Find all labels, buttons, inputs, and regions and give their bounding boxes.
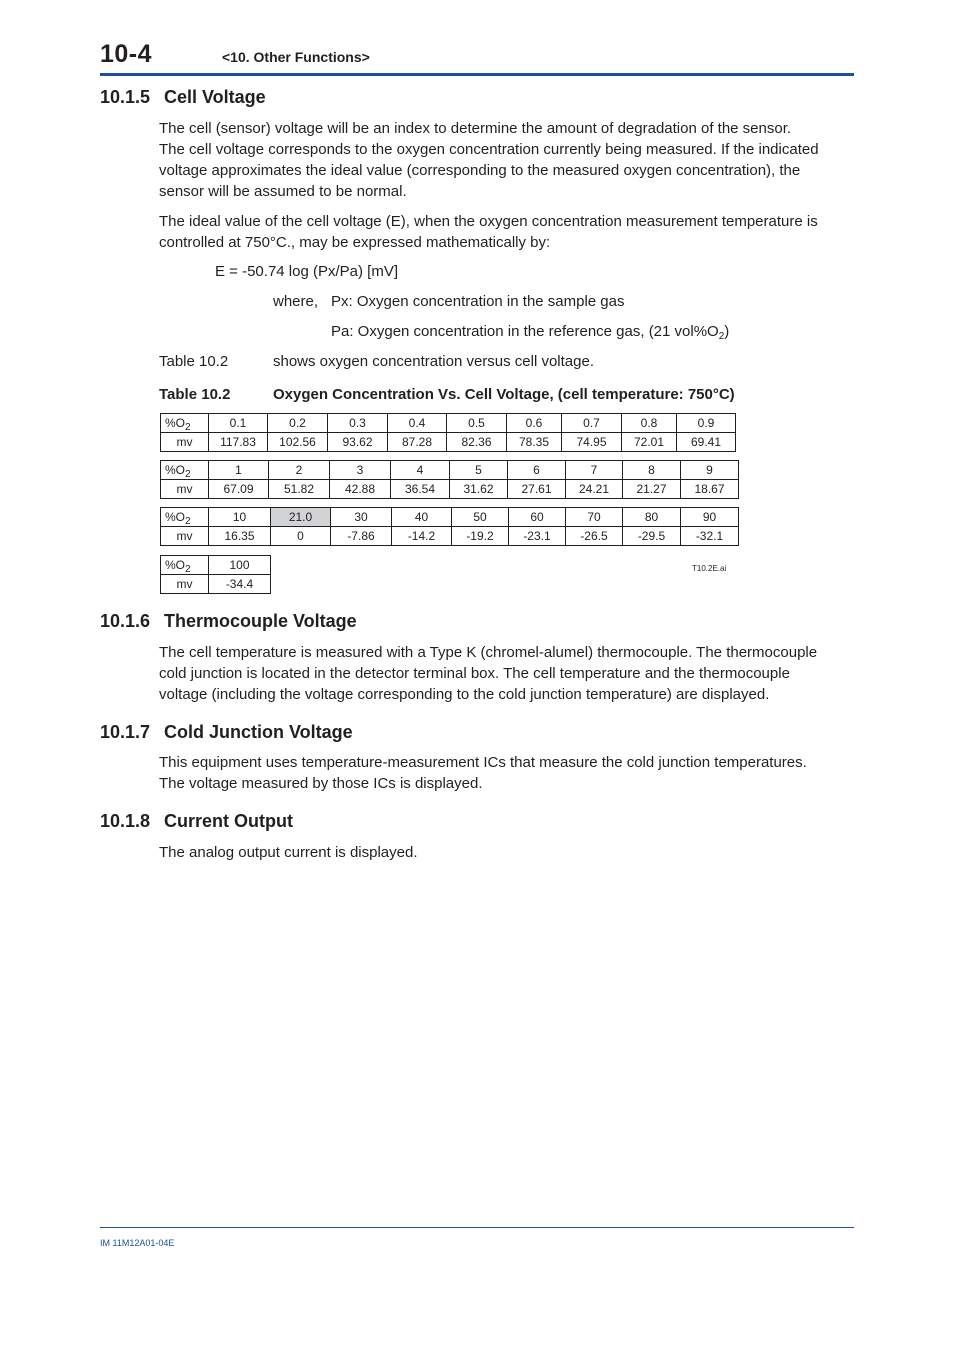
- where-label: where,: [273, 293, 319, 310]
- px-definition: Px: Oxygen concentration in the sample gas: [331, 293, 625, 310]
- row-header-mv: mv: [161, 527, 209, 546]
- table-cell: 72.01: [622, 433, 677, 452]
- table-cell: 0.1: [209, 414, 268, 433]
- paragraph-line: controlled at 750°C., may be expressed mathematically by:: [159, 234, 551, 251]
- row-header-mv: mv: [161, 480, 209, 499]
- paragraph-line: The cell temperature is measured with a Type K (chromel-alumel) thermocouple. The thermocouple: [159, 644, 818, 661]
- table-cell: -14.2: [392, 527, 452, 546]
- table-row-o2: [161, 414, 736, 433]
- section-heading-current-output: [100, 811, 293, 832]
- table-cell: 0.4: [388, 414, 447, 433]
- table-cell: 0: [271, 527, 331, 546]
- pa-definition-close: ): [724, 323, 730, 340]
- table-row-mv: [161, 527, 739, 546]
- table-cell: 0.9: [677, 414, 736, 433]
- o2-table-block-2: [160, 460, 739, 499]
- table-row-o2: [161, 461, 739, 480]
- table-cell: 87.28: [388, 433, 447, 452]
- table-cell: 36.54: [391, 480, 450, 499]
- section-number: 10.1.6: [100, 611, 151, 631]
- section-number: 10.1.5: [100, 87, 151, 107]
- section-title: Current Output: [164, 811, 293, 831]
- table-row-mv: [161, 433, 736, 452]
- table-cell: 2: [269, 461, 330, 480]
- table-row-mv: [161, 575, 271, 594]
- table-cell: 5: [450, 461, 508, 480]
- table-reference-text: shows oxygen concentration versus cell voltage.: [273, 353, 595, 370]
- table-cell: 82.36: [447, 433, 507, 452]
- table-cell: 93.62: [328, 433, 388, 452]
- section-number: 10.1.7: [100, 722, 151, 742]
- table-cell: -29.5: [623, 527, 681, 546]
- cell-voltage-formula: E = -50.74 log (Px/Pa) [mV]: [215, 263, 398, 280]
- paragraph-line: The analog output current is displayed.: [159, 844, 418, 861]
- row-header-mv: mv: [161, 433, 209, 452]
- table-cell: 4: [391, 461, 450, 480]
- row-header-o2: $\%O_2$: [161, 556, 209, 575]
- table-cell: -19.2: [452, 527, 509, 546]
- table-cell: -32.1: [681, 527, 739, 546]
- table-cell: 80: [623, 508, 681, 527]
- footer-rule: [100, 1227, 854, 1228]
- table-cell: 27.61: [508, 480, 566, 499]
- section-title: Cold Junction Voltage: [164, 722, 353, 742]
- row-header-o2: $\%O_2$: [161, 508, 209, 527]
- table-cell: 24.21: [566, 480, 623, 499]
- table-cell: 78.35: [507, 433, 562, 452]
- table-cell: 31.62: [450, 480, 508, 499]
- table-cell: 0.3: [328, 414, 388, 433]
- paragraph-line: sensor will be assumed to be normal.: [159, 183, 407, 200]
- o2-table-block-4: [160, 555, 271, 594]
- table-cell: 60: [509, 508, 566, 527]
- table-cell: 42.88: [330, 480, 391, 499]
- table-cell: 21.27: [623, 480, 681, 499]
- table-cell: 50: [452, 508, 509, 527]
- header-rule: [100, 73, 854, 76]
- table-title: Oxygen Concentration Vs. Cell Voltage, (cell temperature: 750°C): [273, 386, 735, 403]
- pa-definition: [331, 321, 729, 342]
- table-cell: 0.7: [562, 414, 622, 433]
- document-id: IM 11M12A01-04E: [100, 1238, 175, 1248]
- table-cell-highlighted: 21.0: [271, 508, 331, 527]
- section-title: Cell Voltage: [164, 87, 266, 107]
- table-cell: -34.4: [209, 575, 271, 594]
- table-cell: 74.95: [562, 433, 622, 452]
- table-cell: 0.8: [622, 414, 677, 433]
- section-title: Thermocouple Voltage: [164, 611, 357, 631]
- pa-definition-text: Pa: Oxygen concentration in the reference gas, (21 vol%O: [331, 323, 719, 340]
- table-cell: 90: [681, 508, 739, 527]
- table-row-mv: [161, 480, 739, 499]
- table-cell: 0.5: [447, 414, 507, 433]
- table-cell: 10: [209, 508, 271, 527]
- chapter-title: <10. Other Functions>: [222, 49, 370, 65]
- table-cell: 67.09: [209, 480, 269, 499]
- paragraph-line: The voltage measured by those ICs is displayed.: [159, 775, 483, 792]
- row-header-mv: mv: [161, 575, 209, 594]
- table-cell: 0.2: [268, 414, 328, 433]
- table-cell: 0.6: [507, 414, 562, 433]
- table-cell: 9: [681, 461, 739, 480]
- table-cell: 7: [566, 461, 623, 480]
- section-heading-cell-voltage: [100, 87, 266, 108]
- table-cell: 40: [392, 508, 452, 527]
- section-heading-thermocouple-voltage: [100, 611, 357, 632]
- table-cell: 102.56: [268, 433, 328, 452]
- paragraph-line: This equipment uses temperature-measurement ICs that measure the cold junction temperatures.: [159, 754, 807, 771]
- table-row-o2: [161, 508, 739, 527]
- table-cell: 100: [209, 556, 271, 575]
- page-number: 10-4: [100, 40, 153, 68]
- table-cell: 51.82: [269, 480, 330, 499]
- table-cell: 117.83: [209, 433, 268, 452]
- table-cell: 8: [623, 461, 681, 480]
- section-heading-cold-junction-voltage: [100, 722, 353, 743]
- table-cell: -26.5: [566, 527, 623, 546]
- pa-definition-subscript: 2: [718, 331, 725, 342]
- paragraph-line: The cell voltage corresponds to the oxygen concentration currently being measured. If the indicated: [159, 141, 819, 158]
- paragraph-line: cold junction is located in the detector terminal box. The cell temperature and the thermocouple: [159, 665, 790, 682]
- table-cell: -23.1: [509, 527, 566, 546]
- table-cell: 1: [209, 461, 269, 480]
- table-cell: 30: [331, 508, 392, 527]
- table-cell: 3: [330, 461, 391, 480]
- table-file-label: T10.2E.ai: [692, 564, 727, 573]
- table-reference-label: Table 10.2: [159, 353, 229, 370]
- table-cell: 70: [566, 508, 623, 527]
- o2-table-block-3: [160, 507, 739, 546]
- table-cell: 16.35: [209, 527, 271, 546]
- table-cell: 18.67: [681, 480, 739, 499]
- table-cell: 69.41: [677, 433, 736, 452]
- row-header-o2: $\%O_2$: [161, 461, 209, 480]
- o2-table-block-1: [160, 413, 736, 452]
- paragraph-line: The ideal value of the cell voltage (E), when the oxygen concentration measurement temperature is: [159, 213, 818, 230]
- table-cell: -7.86: [331, 527, 392, 546]
- paragraph-line: voltage (including the voltage corresponding to the cold junction temperature) are displayed.: [159, 686, 770, 703]
- table-label: Table 10.2: [159, 386, 231, 403]
- table-row-o2: [161, 556, 271, 575]
- section-number: 10.1.8: [100, 811, 151, 831]
- paragraph-line: The cell (sensor) voltage will be an index to determine the amount of degradation of the sensor.: [159, 120, 792, 137]
- paragraph-line: voltage approximates the ideal value (corresponding to the measured oxygen concentration), the: [159, 162, 801, 179]
- row-header-o2: $\%O_2$: [161, 414, 209, 433]
- table-cell: 6: [508, 461, 566, 480]
